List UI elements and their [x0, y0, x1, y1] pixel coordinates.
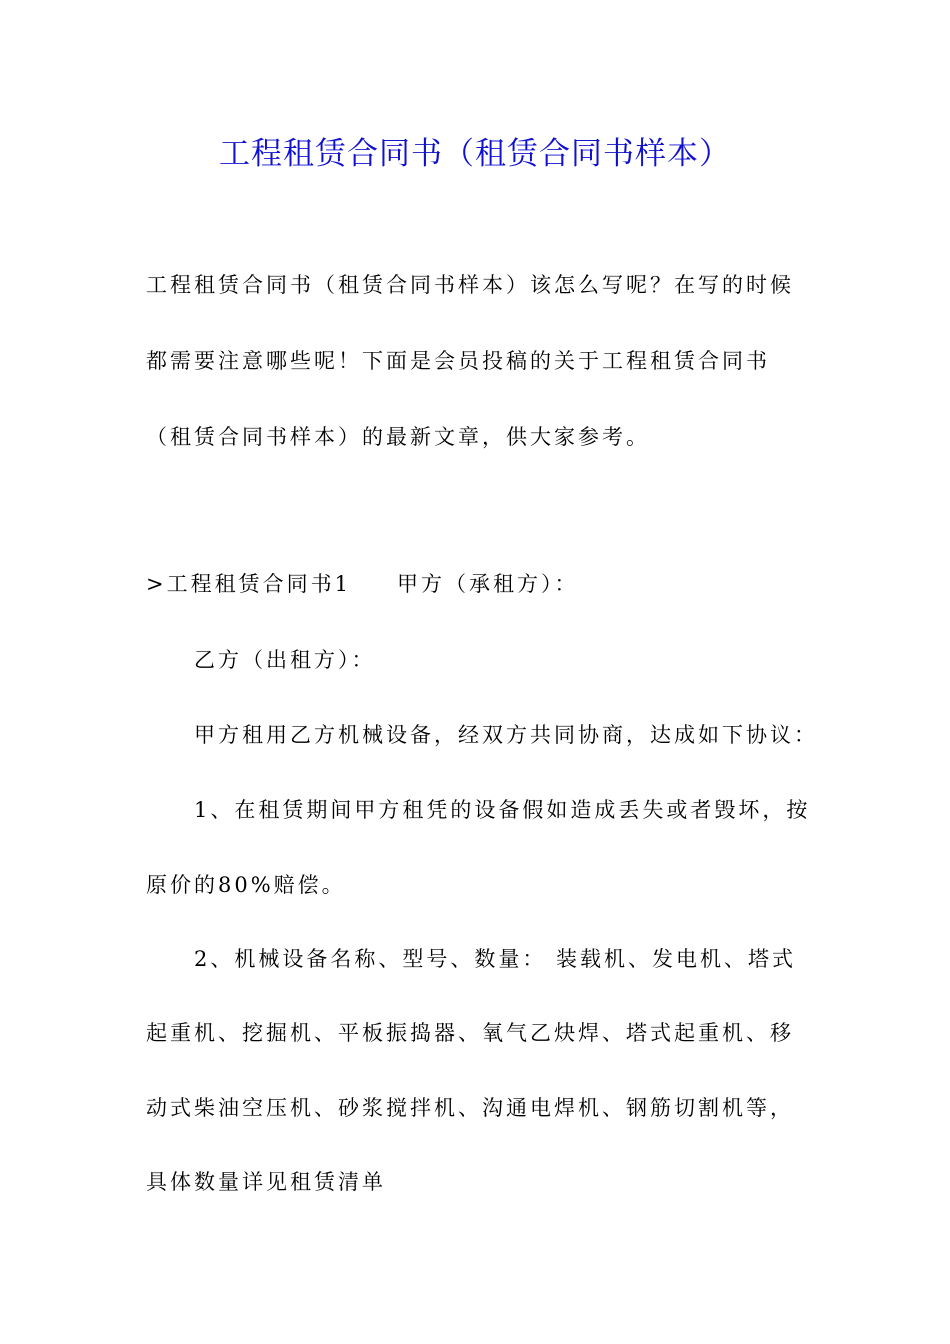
clause-2-line: 起重机、挖掘机、平板振捣器、氧气乙炔焊、塔式起重机、移	[146, 1021, 794, 1045]
document-title: 工程租赁合同书（租赁合同书样本）	[219, 136, 731, 172]
intro-line: （租赁合同书样本）的最新文章，供大家参考。	[146, 425, 650, 449]
section-heading-row	[146, 570, 578, 598]
intro-line: 工程租赁合同书（租赁合同书样本）该怎么写呢？在写的时候	[146, 273, 794, 297]
agreement-text: 甲方租用乙方机械设备，经双方共同协商，达成如下协议：	[194, 723, 818, 747]
party-b-label: 乙方（出租方）：	[194, 648, 376, 672]
party-a-label: 甲方（承租方）：	[396, 572, 579, 596]
clause-1-line: 原价的80%赔偿。	[146, 873, 346, 897]
clause-2-line: 具体数量详见租赁清单	[146, 1170, 386, 1194]
clause-1-line: 1、在租赁期间甲方租凭的设备假如造成丢失或者毁坏，按	[194, 798, 811, 822]
intro-line: 都需要注意哪些呢！下面是会员投稿的关于工程租赁合同书	[146, 349, 770, 373]
clause-2-line: 2、机械设备名称、型号、数量： 装载机、发电机、塔式	[194, 947, 797, 971]
section-heading: >工程租赁合同书1	[146, 572, 351, 596]
clause-2-line: 动式柴油空压机、砂浆搅拌机、沟通电焊机、钢筋切割机等，	[146, 1096, 794, 1120]
